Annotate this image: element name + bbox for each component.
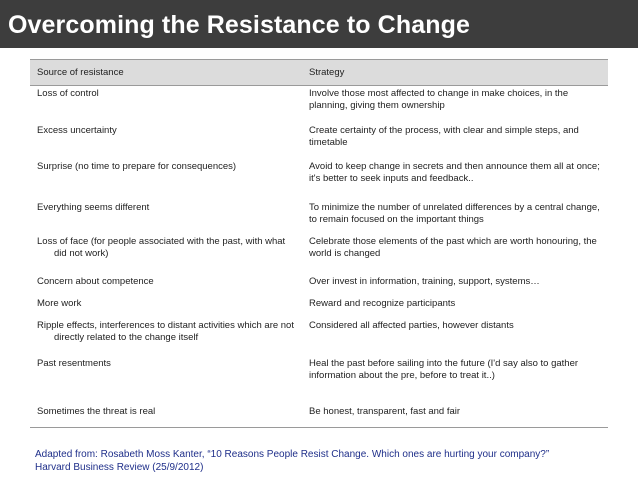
source-cell (30, 356, 302, 404)
source-cell (30, 234, 302, 274)
strategy-cell: Avoid to keep change in secrets and then announce them all at once; it's better to seek inputs and feedback.. (309, 160, 600, 184)
resistance-strategy-table (30, 59, 608, 428)
source-cell (30, 296, 302, 318)
source-cell (30, 318, 302, 356)
resistance-table-container (30, 59, 608, 428)
source-citation (35, 449, 615, 474)
strategy-cell: Be honest, transparent, fast and fair (302, 404, 608, 428)
source-text: Loss of control (37, 88, 99, 99)
strategy-cell: Heal the past before sailing into the future (I'd say also to gather information about the pre, before to treat it..) (309, 357, 579, 381)
header-source-of-resistance: Source of resistance (30, 60, 302, 86)
strategy-cell: Celebrate those elements of the past which are worth honouring, the world is changed (309, 235, 597, 259)
source-text: Excess uncertainty (37, 124, 117, 136)
source-text: Ripple effects, interferences to distant activities which are not directly related to the change itself (37, 319, 294, 343)
title-bar (0, 0, 638, 48)
source-text: Past resentments (37, 357, 111, 369)
source-cell (30, 159, 302, 200)
strategy-cell: Create certainty of the process, with clear and simple steps, and timetable (309, 124, 579, 148)
table-row (30, 318, 608, 356)
source-text: Concern about competence (37, 275, 154, 287)
strategy-cell: To minimize the number of unrelated differences by a central change, to remain focused on the important things (309, 201, 600, 225)
table-row (30, 274, 608, 296)
source-text: Loss of face (for people associated with the past, with what did not work) (37, 235, 286, 259)
citation-line-2: Harvard Business Review (25/9/2012) (35, 461, 204, 473)
table-row (30, 234, 608, 274)
table-row (30, 200, 608, 234)
source-cell (30, 274, 302, 296)
source-text: Everything seems different (37, 201, 150, 213)
table-row (30, 123, 608, 159)
strategy-cell: Considered all affected parties, however distants (309, 319, 514, 331)
table-row (30, 404, 608, 428)
table-row (30, 159, 608, 200)
source-text: Surprise (no time to prepare for consequences) (37, 160, 237, 172)
source-cell (30, 404, 302, 428)
source-cell (30, 86, 302, 123)
slide-title: Overcoming the Resistance to Change (8, 11, 470, 39)
table-row (30, 356, 608, 404)
table-row (30, 296, 608, 318)
source-text: More work (37, 297, 82, 309)
strategy-cell: Involve those most affected to change in make choices, in the planning, giving them ownership (309, 88, 569, 111)
strategy-cell: Reward and recognize participants (309, 297, 456, 309)
header-strategy: Strategy (302, 60, 608, 86)
source-cell (30, 200, 302, 234)
table-header-row (30, 60, 608, 86)
citation-line-1: Adapted from: Rosabeth Moss Kanter, “10 Reasons People Resist Change. Which ones are hurting your company?” (35, 449, 550, 460)
source-cell (30, 123, 302, 159)
source-text: Sometimes the threat is real (37, 405, 156, 417)
strategy-cell: Over invest in information, training, support, systems… (309, 275, 540, 287)
table-row (30, 86, 608, 123)
